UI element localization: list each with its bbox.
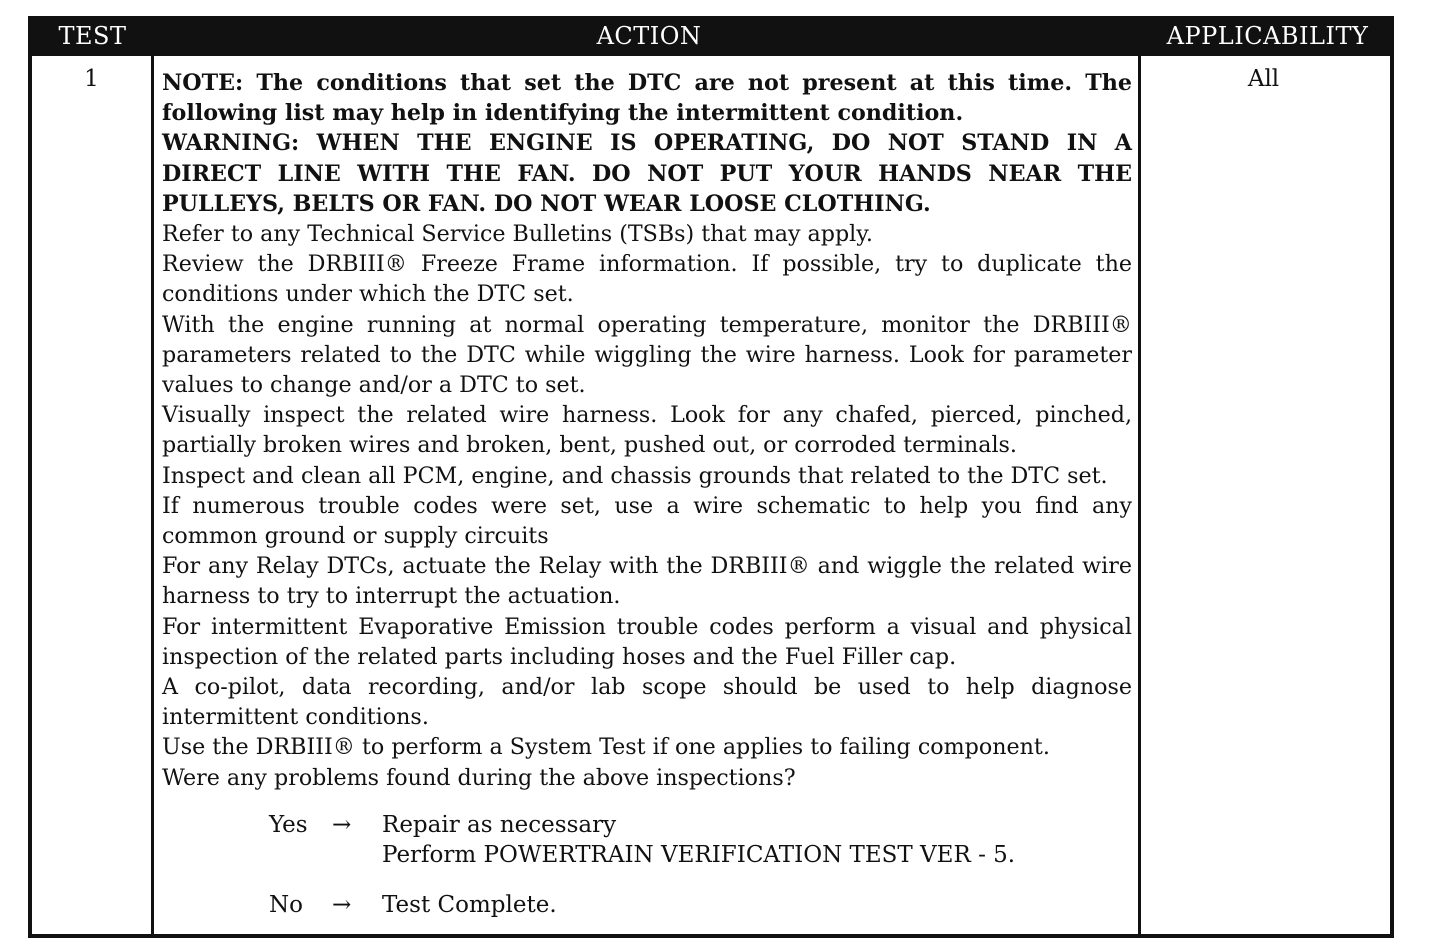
step-wire-schematic: If numerous trouble codes were set, use a wire schematic to help you find any common ground or supply circuits — [162, 492, 1132, 550]
applicability-cell: All — [1247, 66, 1280, 92]
yes-label: Yes — [269, 812, 308, 838]
step-evap-codes: For intermittent Evaporative Emission trouble codes perform a visual and physical inspection of the related parts including hoses and the Fuel Filler cap. — [162, 613, 1132, 670]
question-text: Were any problems found during the above inspections? — [162, 764, 796, 791]
step-monitor-parameters: With the engine running at normal operating temperature, monitor the DRBIII® parameters related to the DTC while wiggling the wire harness. Look for parameter values to change and/or a DTC to set. — [162, 311, 1132, 399]
column-divider — [151, 56, 154, 934]
answer-yes — [269, 810, 1129, 840]
table-header-row — [32, 16, 1394, 56]
right-arrow-icon: → — [332, 892, 352, 918]
step-inspect-harness: Visually inspect the related wire harness. Look for any chafed, pierced, pinched, partially broken wires and broken, bent, pushed out, or corroded terminals. — [162, 402, 1132, 459]
no-label: No — [269, 892, 303, 918]
diagnostic-test-table — [28, 16, 1394, 938]
step-relay-dtcs: For any Relay DTCs, actuate the Relay with the DRBIII® and wiggle the related wire harness to try to interrupt the actuation. — [162, 553, 1132, 610]
header-test: TEST — [58, 22, 127, 50]
step-clean-grounds: Inspect and clean all PCM, engine, and chassis grounds that related to the DTC set. — [162, 462, 1108, 489]
warning-text: WARNING: WHEN THE ENGINE IS OPERATING, DO NOT STAND IN A DIRECT LINE WITH THE FAN. DO NOT PUT YOUR HANDS NEAR THE PULLEYS, BELTS OR FAN. DO NOT WEAR LOOSE CLOTHING. — [162, 130, 1132, 217]
header-action: ACTION — [596, 22, 702, 50]
step-tsb: Refer to any Technical Service Bulletins (TSBs) that may apply. — [162, 221, 873, 248]
note-text: NOTE: The conditions that set the DTC are not present at this time. The following list may help in identifying the intermittent condition. — [162, 70, 1132, 127]
answer-yes-continued — [269, 840, 1129, 870]
step-freeze-frame: Review the DRBIII® Freeze Frame information. If possible, try to duplicate the conditions under which the DTC set. — [162, 251, 1132, 308]
test-number-cell: 1 — [84, 66, 99, 92]
yes-result-line-1: Repair as necessary — [382, 812, 617, 838]
right-arrow-icon: → — [332, 812, 352, 838]
header-applicability: APPLICABILITY — [1166, 22, 1369, 50]
answer-options — [269, 810, 1129, 920]
step-system-test: Use the DRBIII® to perform a System Test if one applies to failing component. — [162, 734, 1050, 761]
answer-no — [269, 890, 1129, 920]
column-divider — [1138, 56, 1141, 934]
yes-result-line-2: Perform POWERTRAIN VERIFICATION TEST VER - 5. — [382, 842, 1016, 868]
step-co-pilot: A co-pilot, data recording, and/or lab scope should be used to help diagnose intermittent conditions. — [162, 674, 1132, 731]
action-cell — [162, 68, 1132, 793]
no-result: Test Complete. — [382, 892, 557, 918]
